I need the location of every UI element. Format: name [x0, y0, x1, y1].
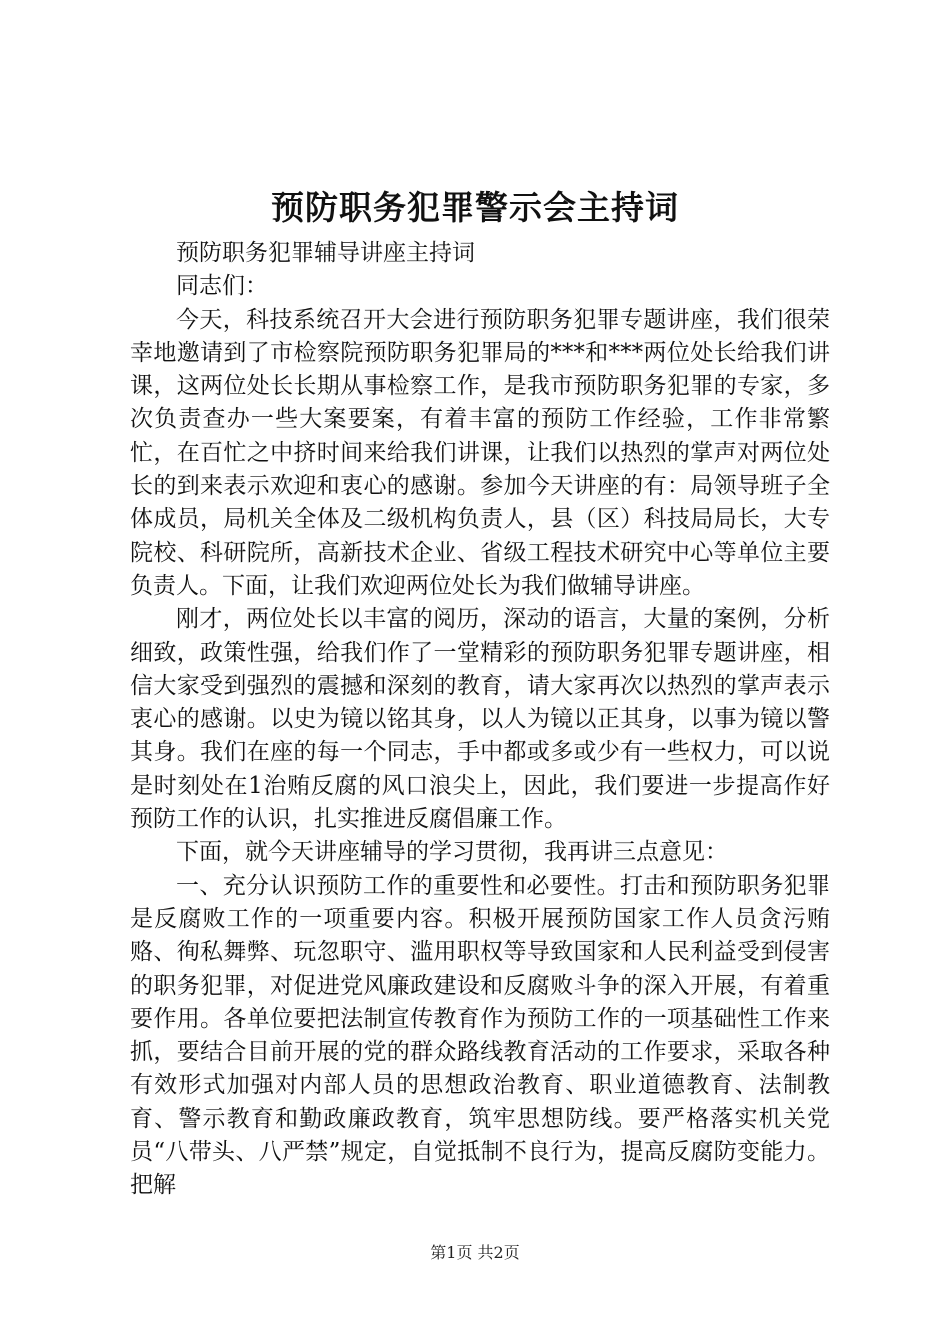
body-paragraph: 今天，科技系统召开大会进行预防职务犯罪专题讲座，我们很荣幸地邀请到了市检察院预防职务犯罪局的***和***两位处长给我们讲课，这两位处长长期从事检察工作，是我市预防职务犯罪的专家，多次负责查办一些大案要案，有着丰富的预防工作经验，工作非常繁忙，在百忙之中挤时间来给我们讲课，让我们以热烈的掌声对两位处长的到来表示欢迎和衷心的感谢。参加今天讲座的有：局领导班子全体成员，局机关全体及二级机构负责人，县（区）科技局局长，大专院校、科研院所，高新技术企业、省级工程技术研究中心等单位主要负责人。下面，让我们欢迎两位处长为我们做辅导讲座。	[130, 306, 830, 599]
subtitle-paragraph: 预防职务犯罪辅导讲座主持词	[176, 240, 475, 266]
body-paragraph: 下面，就今天讲座辅导的学习贯彻，我再讲三点意见：	[176, 839, 728, 866]
body-paragraph: 一、充分认识预防工作的重要性和必要性。打击和预防职务犯罪是反腐败工作的一项重要内容。积极开展预防国家工作人员贪污贿赂、徇私舞弊、玩忽职守、滥用职权等导致国家和人民利益受到侵害的职务犯罪，对促进党风廉政建设和反腐败斗争的深入开展，有着重要作用。各单位要把法制宣传教育作为预防工作的一项基础性工作来抓，要结合目前开展的党的群众路线教育活动的工作要求，采取各种有效形式加强对内部人员的思想政治教育、职业道德教育、法制教育、警示教育和勤政廉政教育，筑牢思想防线。要严格落实机关党员“八带头、八严禁”规定，自觉抵制不良行为，提高反腐防变能力。把解	[130, 872, 830, 1199]
document-body	[130, 237, 830, 1203]
page-footer: 第1页 共2页	[430, 1243, 520, 1262]
document-title: 预防职务犯罪警示会主持词	[271, 188, 679, 227]
body-paragraph: 刚才，两位处长以丰富的阅历，深动的语言，大量的案例，分析细致，政策性强，给我们作了一堂精彩的预防职务犯罪专题讲座，相信大家受到强烈的震撼和深刻的教育，请大家再次以热烈的掌声表示衷心的感谢。以史为镜以铭其身，以人为镜以正其身，以事为镜以警其身。我们在座的每一个同志，手中都或多或少有一些权力，可以说是时刻处在1治贿反腐的风口浪尖上，因此，我们要进一步提高作好预防工作的认识，扎实推进反腐倡廉工作。	[130, 606, 830, 833]
salutation-paragraph: 同志们：	[176, 273, 268, 300]
